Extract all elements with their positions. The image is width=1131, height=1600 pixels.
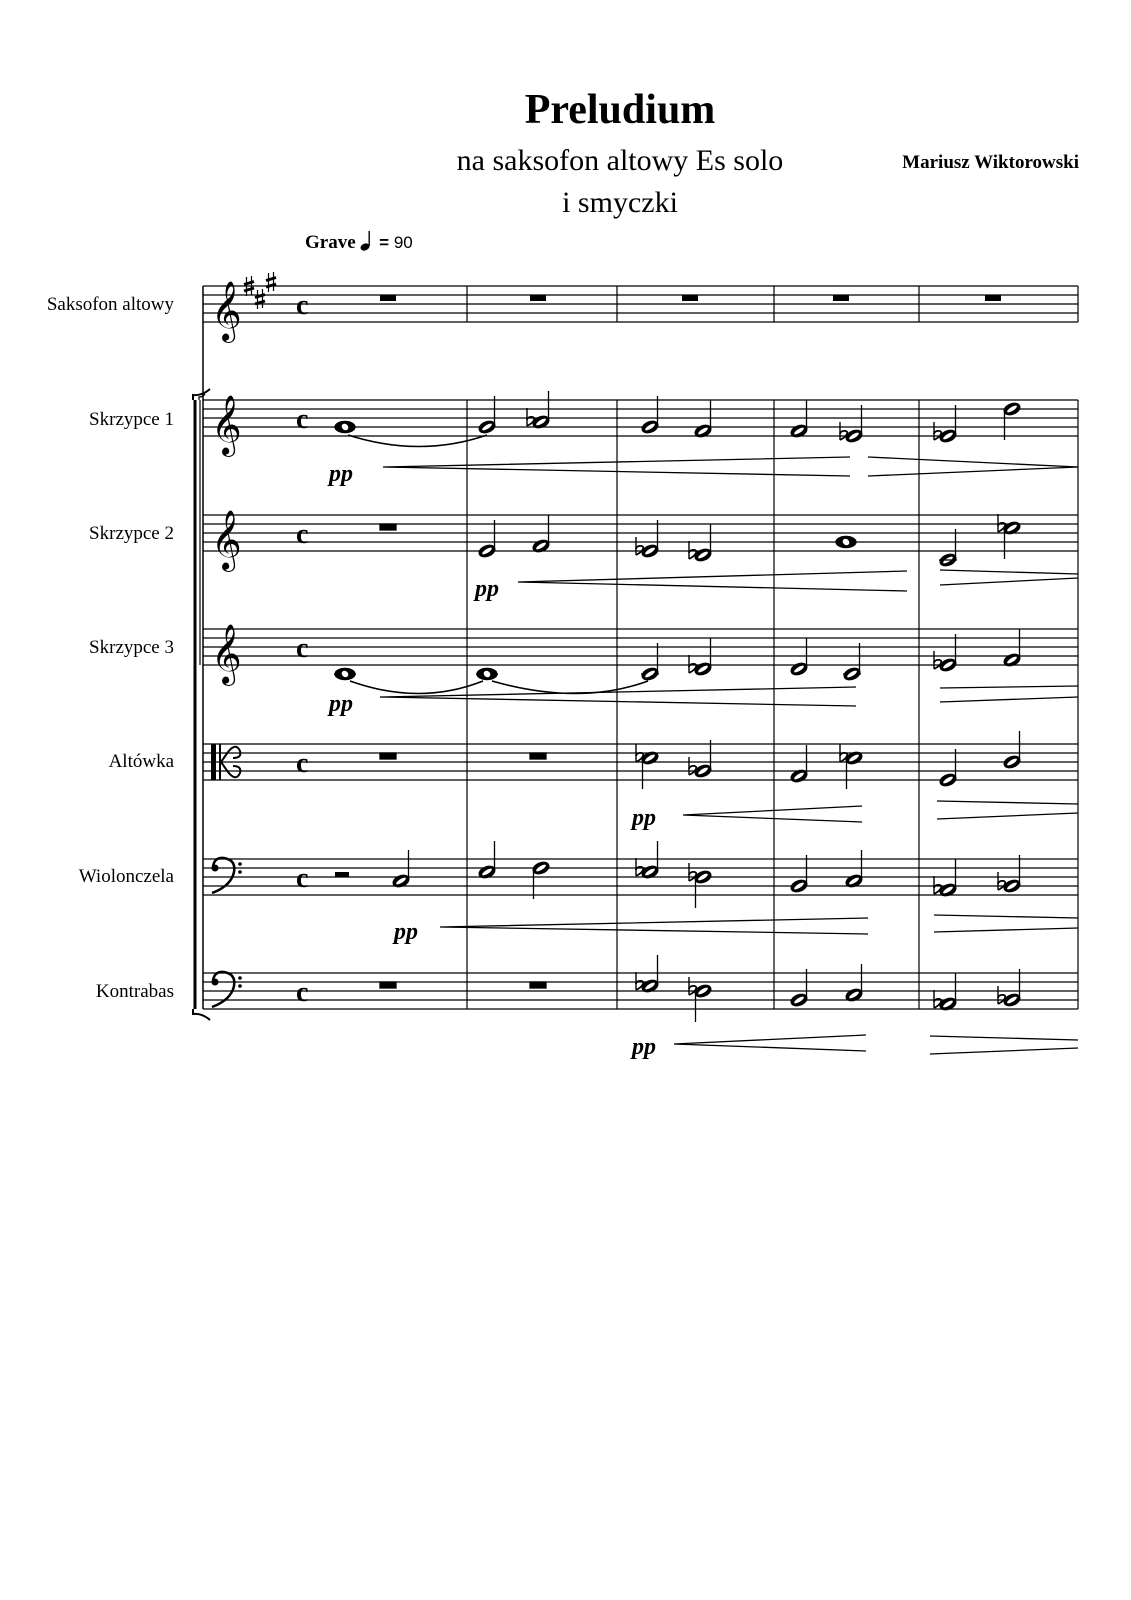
note-half	[842, 666, 861, 682]
instrument-label-violin-2: Skrzypce 2	[89, 523, 174, 544]
dynamic-pp: pp	[632, 805, 656, 831]
hairpin-continuation	[940, 570, 1078, 585]
note-half	[1002, 878, 1021, 894]
treble-clef-icon: 𝄞	[211, 281, 242, 341]
piece-title: Preludium	[524, 87, 716, 133]
instrument-label-double-bass: Kontrabas	[95, 981, 174, 1002]
hairpin-continuation	[868, 457, 1078, 467]
crescendo-hairpin	[518, 571, 907, 591]
note-whole	[836, 536, 856, 547]
instrument-label-violin-1: Skrzypce 1	[89, 409, 174, 430]
sharp-icon	[266, 272, 276, 292]
note-half	[789, 878, 808, 894]
note-whole	[335, 668, 355, 679]
note-half	[789, 661, 808, 677]
note-half	[693, 983, 712, 999]
bass-clef-icon	[212, 972, 242, 1007]
note-half	[531, 860, 550, 876]
instrument-label-violin-3: Skrzypce 3	[89, 637, 174, 658]
note-half	[938, 772, 957, 788]
instrument-label-cello: Wiolonczela	[78, 866, 174, 887]
instrument-label-viola: Altówka	[108, 751, 174, 772]
bass-clef-icon	[212, 858, 242, 893]
crescendo-hairpin	[683, 806, 862, 822]
note-half	[1002, 401, 1021, 417]
note-half	[1002, 754, 1021, 770]
piece-subtitle-second-line: i smyczki	[562, 186, 678, 219]
note-half	[844, 428, 863, 444]
crescendo-hairpin	[440, 918, 868, 934]
sharp-icon	[255, 289, 265, 309]
bracket-bottom-hook	[193, 1009, 210, 1020]
dynamic-pp: pp	[329, 461, 353, 487]
note-half	[477, 543, 496, 559]
dynamic-pp: pp	[329, 691, 353, 717]
hairpin-continuation	[934, 915, 1078, 932]
treble-clef-icon: 𝄞	[211, 510, 242, 570]
common-time-icon: c	[296, 633, 309, 664]
tempo-equals: =	[379, 233, 390, 252]
violin-2-notes	[380, 514, 1022, 568]
note-half	[640, 666, 659, 682]
note-half	[1002, 992, 1021, 1008]
note-half	[640, 419, 659, 435]
note-whole	[477, 668, 497, 679]
note-half	[693, 763, 712, 779]
common-time-icon: c	[296, 977, 309, 1008]
instrument-label-saxophone: Saksofon altowy	[46, 294, 174, 315]
crescendo-hairpin	[674, 1035, 866, 1051]
note-half	[693, 661, 712, 677]
bracket-top-hook	[193, 389, 210, 400]
note-half	[693, 547, 712, 563]
piece-subtitle: na saksofon altowy Es solo	[456, 144, 784, 177]
dynamic-pp: pp	[632, 1034, 656, 1060]
note-half	[938, 657, 957, 673]
dynamic-pp: pp	[475, 576, 499, 602]
hairpin-continuation	[937, 801, 1078, 819]
note-half	[789, 992, 808, 1008]
tie	[350, 681, 483, 694]
staff-saxophone	[203, 286, 1078, 322]
treble-clef-icon: 𝄞	[211, 624, 242, 684]
common-time-icon: c	[296, 519, 309, 550]
common-time-icon: c	[296, 290, 309, 321]
common-time-icon: c	[296, 404, 309, 435]
tie	[348, 435, 487, 447]
common-time-icon: c	[296, 863, 309, 894]
composer-name: Mariusz Wiktorowski	[902, 152, 1079, 173]
note-half	[640, 543, 659, 559]
tempo-text: Grave	[305, 232, 356, 253]
half-rest	[335, 872, 349, 877]
common-time-icon: c	[296, 748, 309, 779]
note-half	[938, 428, 957, 444]
treble-clef-icon: 𝄞	[211, 395, 242, 455]
hairpin-continuation	[940, 686, 1078, 702]
note-half	[477, 419, 496, 435]
double-bass-notes	[380, 955, 1022, 1022]
dynamic-pp: pp	[394, 919, 418, 945]
tempo-bpm: 90	[393, 233, 413, 252]
saxophone-rests	[380, 295, 1001, 301]
note-whole	[335, 421, 355, 432]
hairpin-continuation	[930, 1036, 1078, 1054]
note-half	[693, 869, 712, 885]
